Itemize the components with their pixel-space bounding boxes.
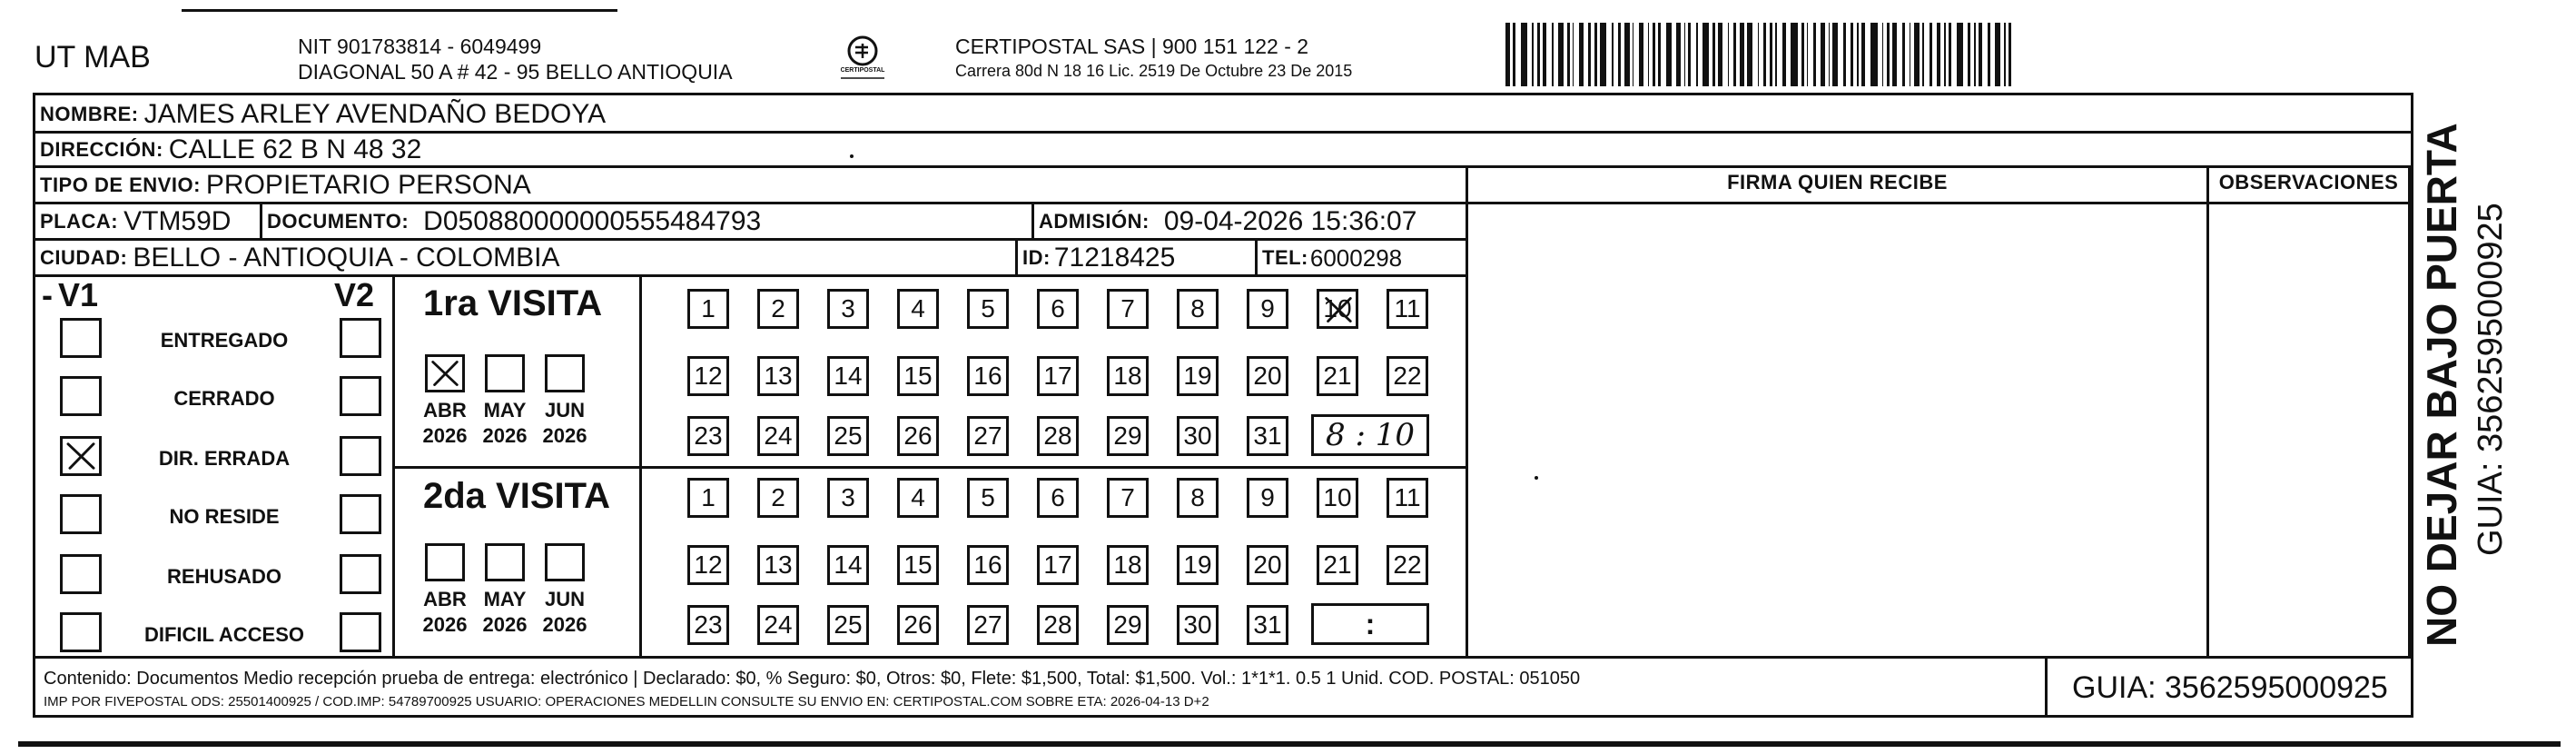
day-box[interactable]: 24	[757, 416, 799, 456]
certipostal-logo	[835, 33, 890, 84]
barcode-bar	[1829, 23, 1831, 86]
months-divider	[639, 274, 642, 656]
day-box[interactable]: 26	[897, 605, 939, 645]
barcode-bar	[1688, 23, 1691, 86]
id-divider	[1015, 238, 1018, 274]
month-checkbox-checked[interactable]	[425, 354, 465, 392]
day-box[interactable]: 19	[1177, 356, 1219, 396]
placa-value: VTM59D	[123, 206, 232, 236]
barcode-bar	[1594, 23, 1597, 86]
rule-placa	[33, 238, 1467, 241]
day-box[interactable]: 13	[757, 356, 799, 396]
barcode-bar	[1676, 23, 1681, 86]
documento-label: DOCUMENTO:	[267, 210, 410, 233]
barcode-bar	[1770, 23, 1772, 86]
day-box[interactable]: 9	[1247, 478, 1288, 518]
month-name: MAY	[483, 588, 527, 610]
day-box[interactable]: 1	[687, 478, 729, 518]
barcode-bar	[1633, 23, 1634, 86]
barcode	[1505, 23, 2212, 86]
barcode-bar	[1857, 23, 1859, 86]
visit-split	[392, 466, 1467, 469]
day-box[interactable]: 11	[1387, 478, 1428, 518]
month-name: JUN	[544, 399, 585, 422]
month-year: 2026	[482, 613, 528, 636]
barcode-bar	[1618, 23, 1621, 86]
barcode-bar	[1791, 23, 1798, 86]
day-box[interactable]: 17	[1037, 356, 1079, 396]
day-box[interactable]: 22	[1387, 545, 1428, 585]
barcode-bar	[1537, 23, 1540, 86]
month-label	[417, 398, 473, 449]
day-box[interactable]: 31	[1247, 605, 1288, 645]
admision-value: 09-04-2026 15:36:07	[1163, 206, 1417, 236]
day-box[interactable]: 18	[1107, 356, 1149, 396]
barcode-bar	[1910, 23, 1911, 86]
month-checkbox[interactable]	[545, 354, 585, 392]
bottom-rule	[18, 741, 2561, 747]
barcode-bar	[1763, 23, 1766, 86]
tipo-label: TIPO DE ENVIO:	[40, 174, 201, 196]
v2-checkbox[interactable]	[340, 318, 381, 358]
day-box[interactable]: 13	[757, 545, 799, 585]
day-box[interactable]: 15	[897, 545, 939, 585]
barcode-bar	[1870, 23, 1878, 86]
month-checkbox[interactable]	[485, 354, 525, 392]
direccion-row	[40, 134, 421, 166]
stray-dot	[850, 154, 854, 158]
barcode-bar	[1653, 23, 1655, 86]
barcode-bar	[1892, 23, 1897, 86]
day-box[interactable]: 21	[1317, 545, 1358, 585]
barcode-bar	[1914, 23, 1920, 86]
barcode-bar	[1988, 23, 1990, 86]
barcode-bar	[1902, 23, 1905, 86]
status-label: ENTREGADO	[160, 329, 289, 352]
day-box[interactable]: 26	[897, 416, 939, 456]
day-box[interactable]: 27	[967, 605, 1009, 645]
month-name: ABR	[423, 588, 467, 610]
visit1-time: 8 : 10	[1326, 417, 1415, 453]
tipo-row	[40, 169, 531, 202]
barcode-bar	[1666, 23, 1672, 86]
admision-divider	[1031, 202, 1034, 238]
certipostal-line2: Carrera 80d N 18 16 Lic. 2519 De Octubre 23 De 2015	[955, 62, 1353, 80]
month-year: 2026	[482, 424, 528, 447]
day-box[interactable]: 28	[1037, 416, 1079, 456]
day-box[interactable]: 22	[1387, 356, 1428, 396]
day-box[interactable]: 8	[1177, 478, 1219, 518]
barcode-bar	[1728, 23, 1730, 86]
footer-guia: GUIA: 3562595000925	[2072, 670, 2388, 705]
month-label	[417, 587, 473, 638]
day-box[interactable]: 17	[1037, 545, 1079, 585]
barcode-bar	[1813, 23, 1816, 86]
barcode-bar	[1718, 23, 1722, 86]
company-name: UT MAB	[35, 40, 151, 74]
barcode-bar	[1821, 23, 1825, 86]
barcode-bar	[1930, 23, 1932, 86]
barcode-bar	[1532, 23, 1534, 86]
barcode-bar	[1747, 23, 1752, 86]
barcode-bar	[1567, 23, 1570, 86]
day-box[interactable]: 4	[897, 478, 939, 518]
v1-checkbox[interactable]	[60, 494, 102, 534]
barcode-bar	[1543, 23, 1547, 86]
barcode-bar	[1733, 23, 1736, 86]
month-name: ABR	[423, 399, 467, 422]
side-guia: GUIA: 3562595000925	[2472, 203, 2510, 556]
day-box[interactable]: 20	[1247, 545, 1288, 585]
v1-checkbox[interactable]	[60, 612, 102, 652]
v1-checkbox[interactable]	[60, 376, 102, 416]
visit1-time-box[interactable]	[1311, 414, 1429, 456]
status-label: DIFICIL ACCESO	[143, 623, 304, 646]
month-year: 2026	[422, 424, 468, 447]
footer-line1: Contenido: Documentos Medio recepción prueba de entrega: electrónico | Declarado: $0, % Seguro: $0, Otros: $0, Flete: $1,500, Total: $1,500. Vol.: 1*1*1. 0.5 1 Unid. COD. POSTAL: 051050	[44, 669, 1581, 689]
day-box[interactable]: 25	[827, 416, 869, 456]
month-year: 2026	[542, 424, 587, 447]
observaciones-header: OBSERVACIONES	[2218, 171, 2399, 193]
footer-line2: IMP POR FIVEPOSTAL ODS: 25501400925 / COD.IMP: 54789700925 USUARIO: OPERACIONES MEDELLIN CONSULTE SU ENVIO EN: CERTIPOSTAL.COM SOBRE ETA: 2026-04-13 D+2	[44, 694, 1209, 709]
day-box[interactable]: 5	[967, 289, 1009, 329]
day-box[interactable]: 24	[757, 605, 799, 645]
signature-area[interactable]	[1468, 204, 2206, 656]
placa-label: PLACA:	[40, 210, 119, 233]
id-cell	[1022, 242, 1175, 274]
barcode-bar	[1782, 23, 1787, 86]
day-box[interactable]: 6	[1037, 289, 1079, 329]
month-year: 2026	[542, 613, 587, 636]
id-value: 71218425	[1053, 243, 1176, 273]
day-box[interactable]: 14	[827, 356, 869, 396]
ciudad-label: CIUDAD:	[40, 246, 128, 269]
day-box[interactable]: 6	[1037, 478, 1079, 518]
day-box[interactable]: 27	[967, 416, 1009, 456]
barcode-bar	[1832, 23, 1838, 86]
barcode-bar	[1775, 23, 1777, 86]
placa-cell	[40, 205, 231, 238]
day-box[interactable]: 3	[827, 478, 869, 518]
visit1-title: 1ra VISITA	[423, 283, 603, 323]
tipo-value: PROPIETARIO PERSONA	[205, 170, 531, 200]
direccion-value: CALLE 62 B N 48 32	[168, 134, 422, 164]
barcode-bar	[1703, 23, 1710, 86]
v1-checkbox[interactable]	[60, 318, 102, 358]
day-box[interactable]: 7	[1107, 478, 1149, 518]
admision-label: ADMISIÓN:	[1039, 210, 1150, 233]
visit2-time-box[interactable]	[1311, 603, 1429, 645]
barcode-bar	[1937, 23, 1941, 86]
ciudad-cell	[40, 242, 560, 274]
v2-checkbox[interactable]	[340, 376, 381, 416]
month-checkbox[interactable]	[485, 543, 525, 581]
barcode-bar	[1887, 23, 1890, 86]
tel-value: 6000298	[1309, 243, 1403, 272]
day-box[interactable]: 23	[687, 416, 729, 456]
nombre-label: NOMBRE:	[40, 103, 139, 125]
barcode-bar	[1758, 23, 1760, 86]
barcode-bar	[1807, 23, 1809, 86]
col-obs-right	[2408, 165, 2411, 658]
day-box[interactable]: 12	[687, 545, 729, 585]
barcode-bar	[1974, 23, 1976, 86]
barcode-bar	[1658, 23, 1661, 86]
day-box[interactable]: 16	[967, 545, 1009, 585]
barcode-bar	[1740, 23, 1744, 86]
day-box[interactable]: 9	[1247, 289, 1288, 329]
barcode-bar	[1712, 23, 1715, 86]
barcode-bar	[1944, 23, 1946, 86]
rule-ciudad	[33, 274, 1467, 277]
barcode-bar	[1579, 23, 1584, 86]
day-box[interactable]: 30	[1177, 416, 1219, 456]
documento-cell	[267, 205, 761, 238]
month-name: JUN	[544, 588, 585, 610]
firma-header: FIRMA QUIEN RECIBE	[1727, 171, 1948, 193]
barcode-bar	[2008, 23, 2011, 86]
day-box[interactable]: 19	[1177, 545, 1219, 585]
day-box[interactable]: 29	[1107, 605, 1149, 645]
day-box[interactable]: 20	[1247, 356, 1288, 396]
month-year: 2026	[422, 613, 468, 636]
barcode-bar	[1949, 23, 1951, 86]
status-label: NO RESIDE	[169, 505, 280, 528]
top-rule	[182, 9, 617, 12]
guia-divider	[2045, 656, 2048, 718]
nombre-value: JAMES ARLEY AVENDAÑO BEDOYA	[143, 99, 607, 129]
v1-checkbox-checked[interactable]	[60, 436, 102, 476]
nombre-row	[40, 98, 606, 131]
day-box[interactable]: 28	[1037, 605, 1079, 645]
documento-value: D050880000000555484793	[423, 206, 762, 236]
month-label	[537, 587, 593, 638]
v2-checkbox[interactable]	[340, 554, 381, 594]
month-checkbox[interactable]	[425, 543, 465, 581]
day-box[interactable]: 15	[897, 356, 939, 396]
direccion-label: DIRECCIÓN:	[40, 138, 163, 161]
day-box[interactable]: 5	[967, 478, 1009, 518]
barcode-bar	[1979, 23, 1983, 86]
barcode-bar	[1600, 23, 1607, 86]
barcode-bar	[1639, 23, 1643, 86]
barcode-bar	[1882, 23, 1884, 86]
status-label: DIR. ERRADA	[158, 447, 291, 470]
day-box[interactable]: 16	[967, 356, 1009, 396]
placa-divider	[260, 202, 262, 238]
barcode-bar	[1995, 23, 2000, 86]
tel-divider	[1255, 238, 1258, 274]
day-box[interactable]: 31	[1247, 416, 1288, 456]
tel-cell	[1262, 242, 1402, 274]
day-box[interactable]: 7	[1107, 289, 1149, 329]
month-name: MAY	[483, 399, 527, 422]
day-box[interactable]: 8	[1177, 289, 1219, 329]
day-box-checked[interactable]: 10	[1317, 289, 1358, 329]
v1-label: V1	[58, 276, 99, 313]
v1-header	[42, 276, 99, 314]
address-line: DIAGONAL 50 A # 42 - 95 BELLO ANTIOQUIA	[298, 60, 733, 84]
day-box[interactable]: 11	[1387, 289, 1428, 329]
barcode-bar	[1552, 23, 1554, 86]
barcode-bar	[2004, 23, 2006, 86]
barcode-bar	[1624, 23, 1630, 86]
tel-label: TEL:	[1262, 246, 1308, 269]
barcode-bar	[1558, 23, 1564, 86]
barcode-bar	[1801, 23, 1804, 86]
day-box[interactable]: 2	[757, 289, 799, 329]
barcode-bar	[1505, 23, 1510, 86]
barcode-bar	[1573, 23, 1574, 86]
day-box[interactable]: 29	[1107, 416, 1149, 456]
day-box[interactable]: 1	[687, 289, 729, 329]
rule-footer	[33, 656, 2413, 659]
day-box[interactable]: 3	[827, 289, 869, 329]
ciudad-value: BELLO - ANTIOQUIA - COLOMBIA	[133, 243, 560, 273]
stray-dot	[1535, 476, 1538, 480]
v2-checkbox[interactable]	[340, 436, 381, 476]
v1-checkbox[interactable]	[60, 554, 102, 594]
barcode-bar	[1968, 23, 1970, 86]
visit2-title: 2da VISITA	[423, 476, 610, 516]
status-label: CERRADO	[173, 387, 275, 410]
v2-checkbox[interactable]	[340, 494, 381, 534]
admision-cell	[1039, 205, 1416, 238]
barcode-bar	[1513, 23, 1515, 86]
nit-line: NIT 901783814 - 6049499	[298, 35, 542, 58]
barcode-bar	[1957, 23, 1964, 86]
day-box[interactable]: 4	[897, 289, 939, 329]
day-box[interactable]: 23	[687, 605, 729, 645]
barcode-bar	[1684, 23, 1686, 86]
certipostal-line1: CERTIPOSTAL SAS | 900 151 122 - 2	[955, 35, 1309, 58]
id-label: ID:	[1022, 246, 1051, 269]
barcode-bar	[1861, 23, 1866, 86]
v1-dash: -	[42, 276, 53, 313]
day-box[interactable]: 25	[827, 605, 869, 645]
barcode-bar	[1612, 23, 1614, 86]
barcode-bar	[1922, 23, 1924, 86]
month-label	[537, 398, 593, 449]
barcode-bar	[1843, 23, 1846, 86]
barcode-bar	[1648, 23, 1650, 86]
month-checkbox[interactable]	[545, 543, 585, 581]
day-box[interactable]: 21	[1317, 356, 1358, 396]
month-label	[477, 398, 533, 449]
status-label: REHUSADO	[167, 565, 281, 588]
day-box[interactable]: 30	[1177, 605, 1219, 645]
day-box[interactable]: 18	[1107, 545, 1149, 585]
barcode-bar	[1851, 23, 1853, 86]
day-box[interactable]: 14	[827, 545, 869, 585]
v2-checkbox[interactable]	[340, 612, 381, 652]
barcode-bar	[1696, 23, 1698, 86]
month-label	[477, 587, 533, 638]
check-mark-icon	[1321, 293, 1356, 332]
day-box[interactable]: 12	[687, 356, 729, 396]
barcode-bar	[1588, 23, 1591, 86]
rule-tipo	[33, 202, 1467, 204]
barcode-bar	[1521, 23, 1528, 86]
day-box[interactable]: 2	[757, 478, 799, 518]
v2-header: V2	[334, 276, 375, 313]
day-box[interactable]: 10	[1317, 478, 1358, 518]
status-divider	[392, 274, 395, 656]
logo-text: CERTIPOSTAL	[840, 67, 885, 74]
observaciones-area[interactable]	[2209, 204, 2408, 656]
side-warning: NO DEJAR BAJO PUERTA	[2418, 123, 2465, 647]
visit2-time: :	[1365, 607, 1376, 640]
